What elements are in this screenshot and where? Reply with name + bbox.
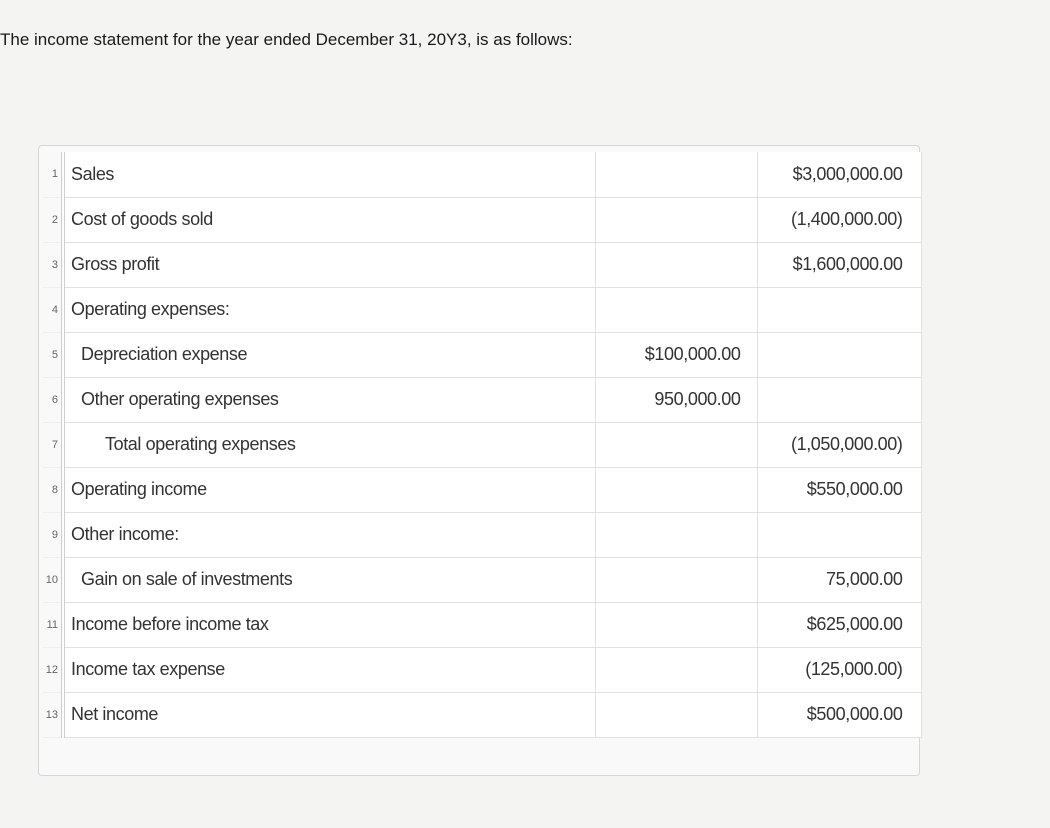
amount-cell-inner — [595, 467, 757, 512]
table-row — [43, 602, 921, 647]
row-number: 7 — [43, 422, 63, 467]
amount-cell-inner — [595, 287, 757, 332]
amount-cell-total: 75,000.00 — [757, 557, 921, 602]
amount-cell-inner — [595, 512, 757, 557]
row-label: Income before income tax — [63, 602, 595, 647]
row-number: 13 — [43, 692, 63, 737]
intro-text: The income statement for the year ended December 31, 20Y3, is as follows: — [0, 30, 573, 49]
row-label: Total operating expenses — [63, 422, 595, 467]
table-row — [43, 692, 921, 737]
table-row — [43, 557, 921, 602]
row-label: Other operating expenses — [63, 377, 595, 422]
amount-cell-total — [757, 287, 921, 332]
amount-cell-total: $550,000.00 — [757, 467, 921, 512]
income-statement-sheet — [38, 145, 920, 776]
row-number: 11 — [43, 602, 63, 647]
row-number: 6 — [43, 377, 63, 422]
amount-cell-inner — [595, 152, 757, 197]
row-number: 1 — [43, 152, 63, 197]
row-label: Other income: — [63, 512, 595, 557]
amount-cell-inner — [595, 197, 757, 242]
row-label: Operating income — [63, 467, 595, 512]
row-label: Income tax expense — [63, 647, 595, 692]
amount-cell-total — [757, 332, 921, 377]
table-row — [43, 242, 921, 287]
table-row — [43, 197, 921, 242]
table-row — [43, 332, 921, 377]
table-row — [43, 287, 921, 332]
amount-cell-total: (125,000.00) — [757, 647, 921, 692]
amount-cell-total — [757, 512, 921, 557]
row-label: Gross profit — [63, 242, 595, 287]
row-number: 4 — [43, 287, 63, 332]
table-row — [43, 422, 921, 467]
amount-cell-inner — [595, 647, 757, 692]
amount-cell-total: $3,000,000.00 — [757, 152, 921, 197]
income-statement-table — [43, 152, 922, 738]
row-number: 12 — [43, 647, 63, 692]
amount-cell-total: (1,400,000.00) — [757, 197, 921, 242]
amount-cell-inner — [595, 692, 757, 737]
table-row — [43, 512, 921, 557]
amount-cell-total: $500,000.00 — [757, 692, 921, 737]
table-row — [43, 467, 921, 512]
row-label: Gain on sale of investments — [63, 557, 595, 602]
amount-cell-total — [757, 377, 921, 422]
row-number: 5 — [43, 332, 63, 377]
amount-cell-inner: 950,000.00 — [595, 377, 757, 422]
row-number: 2 — [43, 197, 63, 242]
amount-cell-total: $1,600,000.00 — [757, 242, 921, 287]
amount-cell-inner — [595, 602, 757, 647]
amount-cell-total: (1,050,000.00) — [757, 422, 921, 467]
row-label: Cost of goods sold — [63, 197, 595, 242]
row-number: 10 — [43, 557, 63, 602]
row-number: 8 — [43, 467, 63, 512]
table-row — [43, 152, 921, 197]
row-label: Depreciation expense — [63, 332, 595, 377]
row-number: 3 — [43, 242, 63, 287]
amount-cell-inner — [595, 557, 757, 602]
amount-cell-inner — [595, 242, 757, 287]
row-label: Operating expenses: — [63, 287, 595, 332]
row-number: 9 — [43, 512, 63, 557]
row-label: Sales — [63, 152, 595, 197]
amount-cell-total: $625,000.00 — [757, 602, 921, 647]
row-label: Net income — [63, 692, 595, 737]
amount-cell-inner: $100,000.00 — [595, 332, 757, 377]
amount-cell-inner — [595, 422, 757, 467]
table-row — [43, 377, 921, 422]
table-row — [43, 647, 921, 692]
